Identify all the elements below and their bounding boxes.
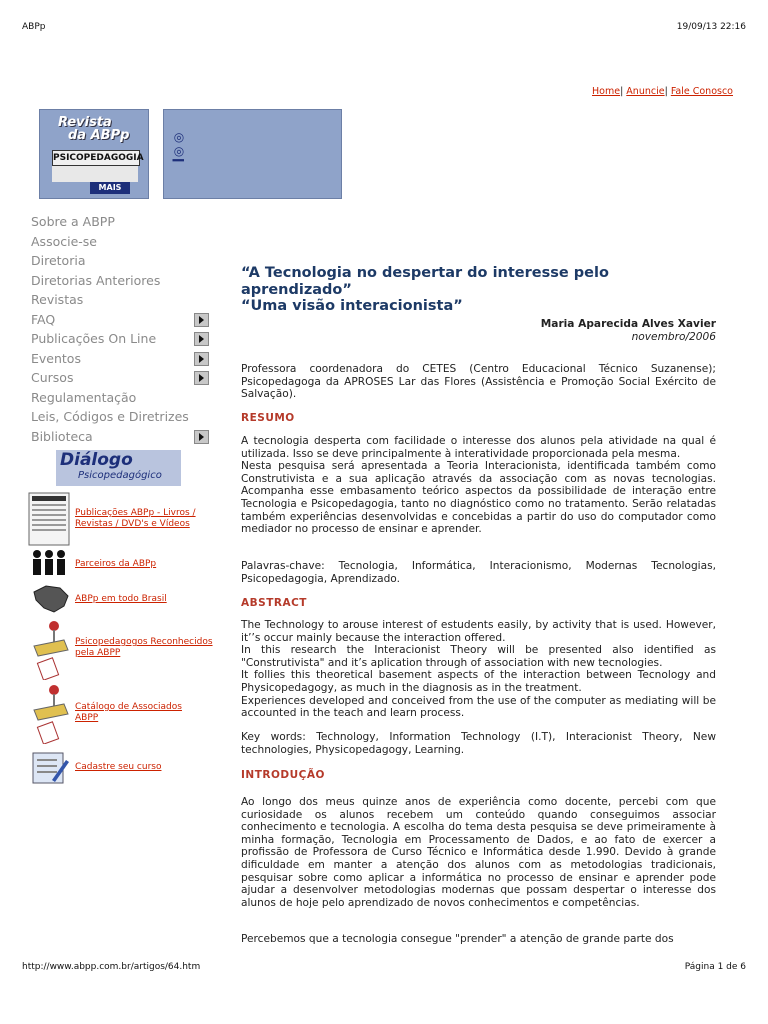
dialogo-subtitle: Psicopedagógico [78, 470, 162, 481]
author-name: Maria Aparecida Alves Xavier [540, 318, 716, 330]
nav-item-faq[interactable]: FAQ [31, 310, 209, 330]
logo-band: PSICOPEDAGOGIA [52, 150, 140, 166]
palavras-chave: Palavras-chave: Tecnologia, Informática, Interacionismo, Modernas Tecnologias, Psicopedagogia, Aprendizado. [241, 560, 716, 585]
print-header-datetime: 19/09/13 22:16 [676, 22, 746, 32]
article-title-main: “A Tecnologia no despertar do interesse pelo aprendizado” [241, 265, 609, 298]
print-footer-url: http://www.abpp.com.br/artigos/64.htm [22, 962, 201, 972]
resumo-heading: RESUMO [241, 412, 295, 424]
arrow-right-icon[interactable] [194, 371, 209, 385]
anuncie-link[interactable]: Anuncie [626, 86, 665, 97]
nav-item-eventos[interactable]: Eventos [31, 349, 209, 369]
brazil-map-icon [30, 584, 70, 614]
author-affiliation: Professora coordenadora do CETES (Centro Educacional Técnico Suzanense); Psicopedagoga da APROSES Lar das Flores (Assistência e Promoção Social Exército de Salvação). [241, 363, 716, 401]
introducao-heading: INTRODUÇÃO [241, 769, 325, 781]
abpp-emblem-icon: ◎◎ǀ [172, 130, 186, 163]
parceiros-link[interactable]: Parceiros da ABPp [75, 559, 157, 569]
home-link[interactable]: Home [592, 86, 621, 97]
nav-item-cursos[interactable]: Cursos [31, 368, 209, 388]
top-links: Home| Anuncie| Fale Conosco [592, 86, 733, 97]
pubs-link[interactable]: Publicações ABPp - Livros / Revistas / DVD's e Vídeos [75, 508, 196, 529]
catalogo-link[interactable]: Catálogo de Associados ABPP [75, 702, 182, 723]
nav-item-biblioteca[interactable]: Biblioteca [31, 427, 209, 447]
article-date: novembro/2006 [631, 330, 716, 343]
fale-conosco-link[interactable]: Fale Conosco [670, 86, 733, 97]
pin-certificate-icon [30, 620, 70, 680]
arrow-right-icon[interactable] [194, 430, 209, 444]
logo-line1: Revista [58, 115, 112, 130]
nav-item-leis[interactable]: Leis, Códigos e Diretrizes [31, 409, 189, 424]
sidebar-nav [31, 212, 209, 446]
nav-item-regulamentacao[interactable]: Regulamentação [31, 389, 137, 405]
people-icon [30, 549, 70, 577]
introducao-text: Ao longo dos meus quinze anos de experiência como docente, percebi com que curiosidade os alunos recebem um conteúdo quando conseguimos associar conhecimento e tecnologia. A escolha do tema desta pesquisa se deve primeiramente à minha formação, Tecnologia em Processamento de Dados, e ao fato de exercer a profissão de Professora de Curso Técnico e Informática desde 1.990. Devido à grande dificuldade em manter a atenção dos alunos com as metodologias tradicionais, pesquisar sobre como aplicar a informática no processo de ensinar e aprender pode ajudar a desenvolver metodologias modernas que possam despertar o interesse dos alunos de hoje pelo aprendizado de novos conhecimentos e competências. [241, 796, 716, 909]
introducao-text-2: Percebemos que a tecnologia consegue "prender" a atenção de grande parte dos [241, 933, 674, 945]
nav-item-diretorias-anteriores[interactable]: Diretorias Anteriores [31, 272, 161, 288]
magazine-cover-icon [28, 492, 70, 546]
nav-item-revistas[interactable]: Revistas [31, 292, 84, 307]
nav-item-sobre[interactable]: Sobre a ABPP [31, 214, 115, 229]
dialogo-title: Diálogo [60, 450, 133, 470]
nav-item-publicacoes[interactable]: Publicações On Line [31, 329, 209, 349]
key-words: Key words: Technology, Information Technology (I.T), Interacionist Theory, New technologies, Physicopedagogy, Learning. [241, 731, 716, 756]
arrow-right-icon[interactable] [194, 313, 209, 327]
arrow-right-icon[interactable] [194, 332, 209, 346]
logo-more: MAIS [90, 182, 130, 194]
cadastre-link[interactable]: Cadastre seu curso [75, 762, 162, 772]
article-title [241, 265, 681, 315]
print-footer-page: Página 1 de 6 [684, 962, 746, 972]
print-header-title: ABPp [22, 22, 46, 32]
logo-line2: da ABPp [68, 128, 130, 143]
psicopedagogos-link[interactable]: Psicopedagogos Reconhecidos pela ABPP [75, 637, 213, 658]
pin-catalog-icon [30, 684, 70, 744]
abstract-text: The Technology to arouse interest of estudents easily, by activity that is used. However, it’’s occur mainly because the interaction offered. In this research the Interacionist Theory will be presented also identified as "Construtivista" and it’s aplication through of association with new tecnologies. It follies this theoretical basement aspects of the interaction between Tecnology and Physicopedagogy, as much in the diagnosis as in the treatment. Experiences developed and conceived from the use of the computer as mediating will be accounted in the teach and learn process. [241, 619, 716, 720]
nav-item-associe[interactable]: Associe-se [31, 233, 97, 249]
resumo-text: A tecnologia desperta com facilidade o interesse dos alunos pela atividade na qual é utilizada. Isso se deve principalmente à interatividade proporcionada pela mesma. Nesta pesquisa será apresentada a Teoria Interacionista, identificada também como Construtivista e a sua aplicação através da associação com as novas tecnologias. Acompanha esse embasamento teórico aspectos da possibilidade de interação entre Tecnologia e Psicopedagogia, tanto no diagnóstico como no tratamento. Serão relatadas também experiências desenvolvidas e concebidas a partir do uso do computador como mediador no processo de ensinar e aprender. [241, 435, 716, 536]
arrow-right-icon[interactable] [194, 352, 209, 366]
revista-logo[interactable] [39, 109, 149, 199]
nav-item-diretoria[interactable]: Diretoria [31, 253, 86, 268]
brasil-link[interactable]: ABPp em todo Brasil [75, 594, 167, 604]
abstract-heading: ABSTRACT [241, 597, 307, 609]
dialogo-banner[interactable] [56, 450, 181, 486]
logo-cover [52, 166, 138, 182]
register-form-icon [30, 750, 70, 786]
abpp-banner [163, 109, 342, 199]
article-byline [541, 318, 716, 343]
article-title-sub: “Uma visão interacionista” [241, 298, 463, 314]
